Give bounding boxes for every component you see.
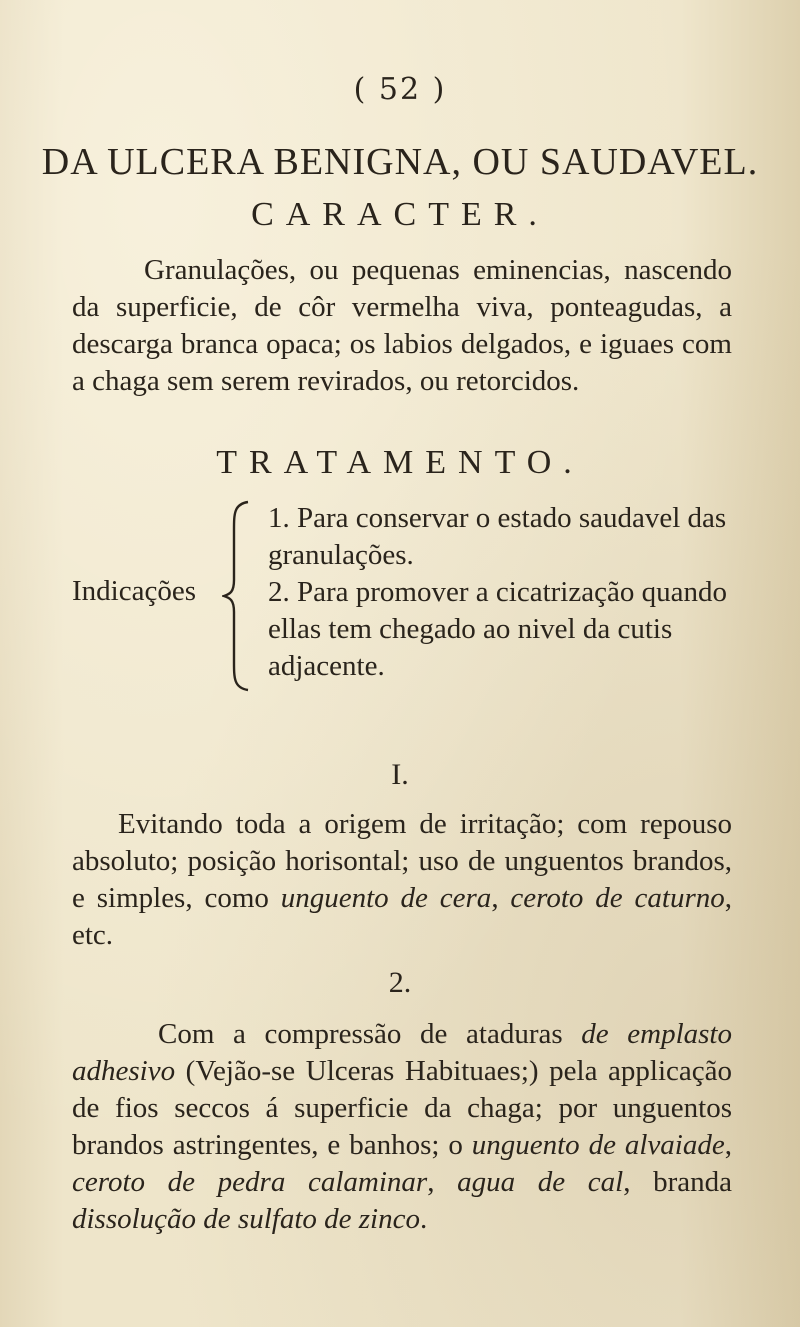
text-run: , [491,882,511,914]
page-number: ( 52 ) [353,72,447,107]
italic-run: unguento de cera [280,882,492,914]
italic-run: agua de cal [457,1166,624,1198]
text-run: Com a compressão de ataduras [158,1018,582,1050]
section-heading-tratamento: TRATAMENTO. [216,444,584,481]
italic-run: ceroto de pedra calaminar [72,1166,428,1198]
italic-run: dissolução de sulfato de zinco [72,1203,420,1235]
part-number-2: 2. [388,966,412,999]
indication-num: 2. [268,576,290,608]
brace-icon [222,500,250,692]
text-run: , [427,1166,458,1198]
indications-label: Indicações [72,575,196,607]
italic-run: de emplasto adhesivo [72,1018,732,1087]
part-number-1: I. [391,758,409,791]
indication-text: Para promover a cicatrização quando ellas tem chegado ao nivel da cutis adjacente. [268,576,727,682]
indication-text: Para conservar o estado saudavel das granulações. [268,502,727,571]
indication-item-1 [268,500,738,574]
text-run: , branda [623,1166,732,1198]
part-2-paragraph [72,1016,732,1238]
text-run: , [724,1129,732,1161]
text-run: (Vejão-se Ulceras Habituaes;) pela applicação de fios seccos á superficie da chaga; por unguentos brandos astringentes, e banhos; o [72,1055,732,1161]
italic-run: unguento de alvaiade [471,1129,725,1161]
italic-run: ceroto de caturno [510,882,725,914]
text-run: Evitando toda a origem de irritação; com repouso absoluto; posição horisontal; uso de unguentos brandos, e simples, como [72,808,732,914]
text-run: , etc. [72,882,732,951]
chapter-title: DA ULCERA BENIGNA, OU SAUDAVEL. [41,141,759,183]
text-run: . [419,1203,428,1235]
caracter-paragraph: Granulações, ou pequenas eminencias, nascendo da superficie, de côr vermelha viva, ponteagudas, a descarga branca opaca; os labios delgados, e iguaes com a chaga sem serem revirados, ou retorcidos. [72,254,732,397]
section-heading-caracter: CARACTER. [251,196,549,233]
part-1-paragraph [72,806,732,954]
indication-num: 1. [268,502,290,534]
indications-block [72,500,752,720]
indication-item-2 [268,574,738,685]
